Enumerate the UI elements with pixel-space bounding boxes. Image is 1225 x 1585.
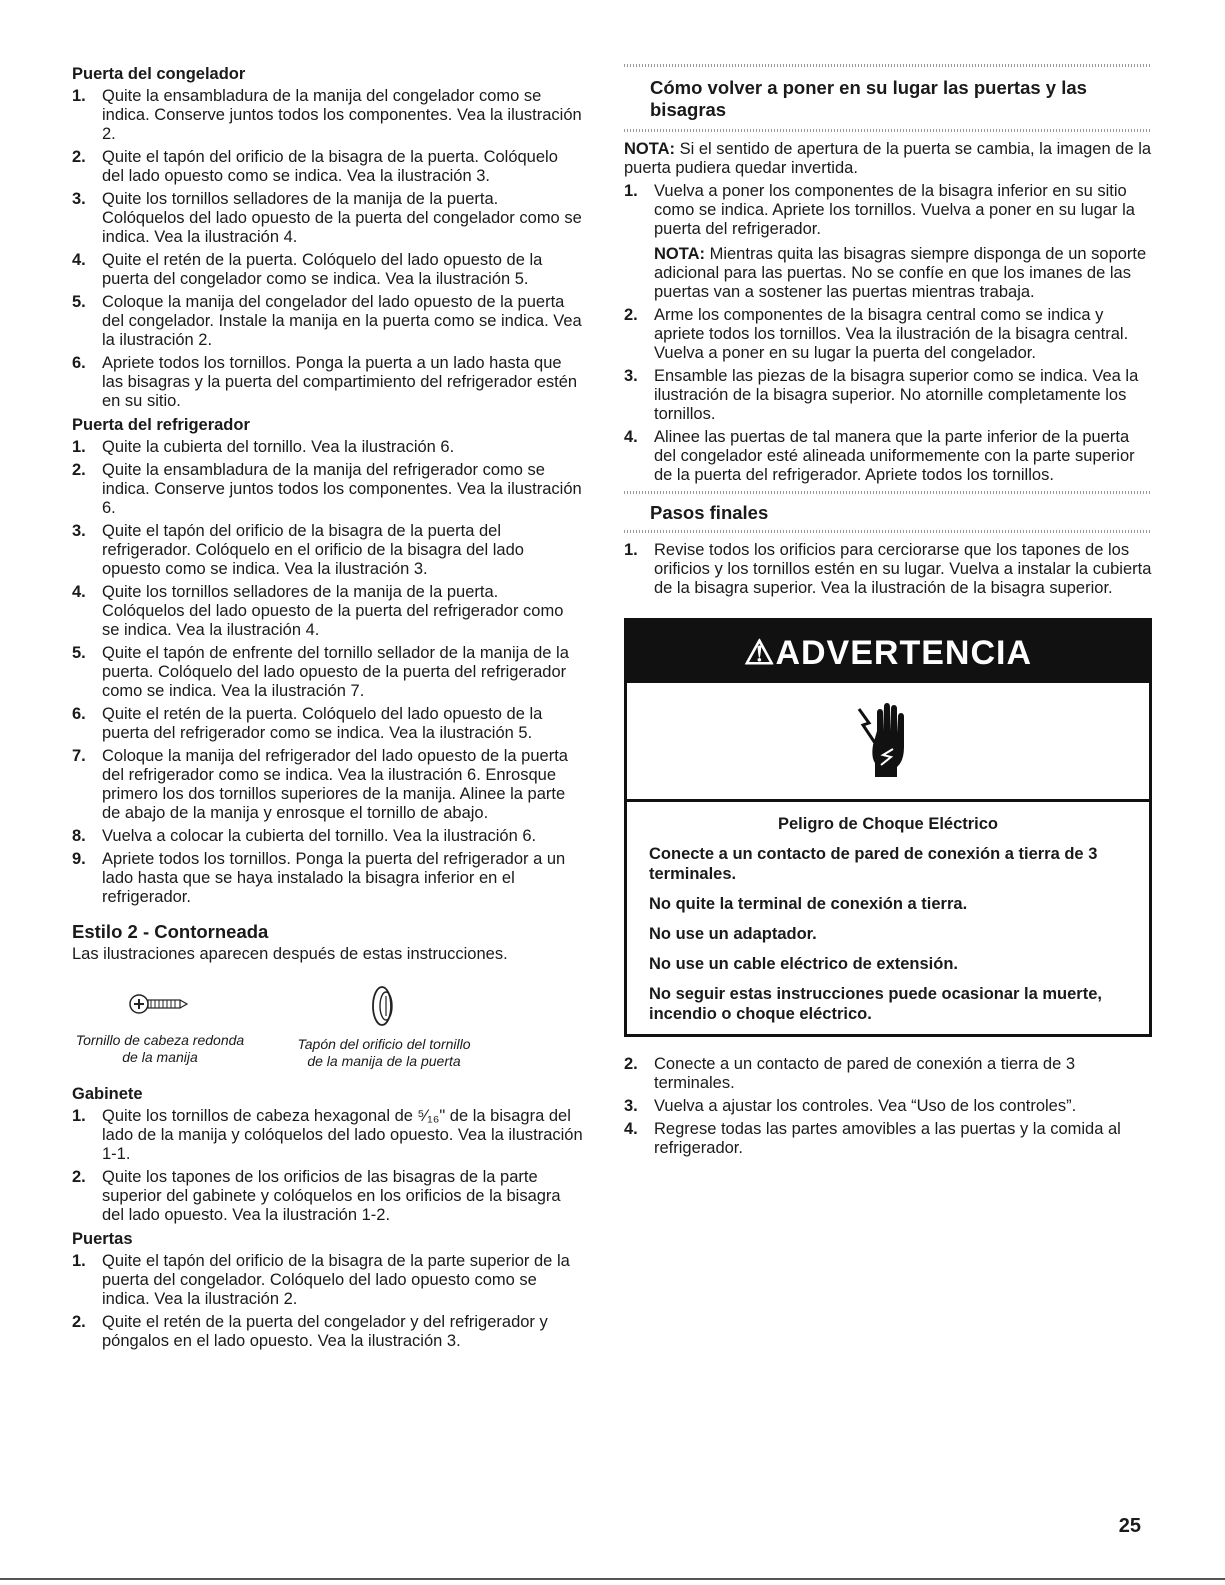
item-number: 3. bbox=[72, 190, 86, 208]
list-item bbox=[72, 1107, 584, 1164]
item-text: Quite el retén de la puerta. Colóquelo del lado opuesto de la puerta del refrigerador como se indica. Vea la ilustración 5. bbox=[102, 705, 543, 742]
final-steps-heading: Pasos finales bbox=[650, 502, 769, 523]
list-item bbox=[72, 747, 584, 823]
left-sections-top bbox=[72, 64, 584, 907]
item-text: Vuelva a poner los componentes de la bisagra inferior en su sitio como se indica. Apriete los tornillos. Vuelva a poner en su lugar la puerta del refrigerador. bbox=[654, 182, 1135, 238]
item-number: 3. bbox=[72, 522, 86, 540]
list-item bbox=[72, 644, 584, 701]
list-item bbox=[72, 1168, 584, 1225]
list-item bbox=[72, 827, 584, 846]
list-item bbox=[72, 461, 584, 518]
subsection-heading: Puerta del refrigerador bbox=[72, 416, 250, 434]
item-number: 2. bbox=[624, 306, 638, 324]
item-text: Revise todos los orificios para cerciorarse que los tapones de los orificios y los tornillos estén en su lugar. Vuelva a instalar la cubierta de la bisagra superior. Vea la ilustración de la bisagra superior. bbox=[654, 541, 1152, 597]
list-item bbox=[72, 87, 584, 144]
item-number: 2. bbox=[72, 1168, 86, 1186]
item-text: Quite los tornillos selladores de la manija de la puerta. Colóquelos del lado opuesto de la puerta del refrigerador como se indica. Vea la ilustración 4. bbox=[102, 583, 564, 639]
note-text: Si el sentido de apertura de la puerta se cambia, la imagen de la puerta pudiera quedar invertida. bbox=[624, 140, 1152, 177]
item-text: Coloque la manija del refrigerador del lado opuesto de la puerta del refrigerador como se indica. Vea la ilustración 6. Enrosque primero los dos tornillos superiores de la manija. Alinee la parte de abajo de la manija y enrosque el tornillo de abajo. bbox=[102, 747, 568, 822]
hinge-steps bbox=[624, 182, 1152, 485]
warning-body bbox=[627, 802, 1149, 1034]
style2-heading: Estilo 2 - Contorneada bbox=[72, 921, 269, 942]
item-number: 4. bbox=[624, 1120, 638, 1138]
list-item bbox=[624, 1097, 1152, 1116]
item-text: Quite el tapón del orificio de la bisagra de la puerta. Colóquelo del lado opuesto como se indica. Vea la ilustración 3. bbox=[102, 148, 558, 185]
item-text: Apriete todos los tornillos. Ponga la puerta del refrigerador a un lado hasta que se haya instalado la bisagra inferior en el refrigerador. bbox=[102, 850, 566, 906]
warning-title: ADVERTENCIA bbox=[775, 634, 1033, 672]
final-steps-rest bbox=[624, 1055, 1152, 1158]
divider bbox=[624, 530, 1152, 533]
item-text: Quite el retén de la puerta del congelador y del refrigerador y póngalos en el lado opuesto. Vea la ilustración 3. bbox=[102, 1313, 548, 1350]
item-number: 1. bbox=[72, 87, 86, 105]
inner-note-text: Mientras quita las bisagras siempre disponga de un soporte adicional para las puertas. No se confíe en que los imanes de las puertas van a sostener las puertas mientras trabaja. bbox=[654, 245, 1147, 301]
list-item bbox=[624, 428, 1152, 485]
list-item bbox=[72, 1313, 584, 1351]
list-item bbox=[624, 1120, 1152, 1158]
item-text: Vuelva a colocar la cubierta del tornillo. Vea la ilustración 6. bbox=[102, 827, 537, 845]
figure-screw-caption: Tornillo de cabeza redonda de la manija bbox=[75, 1032, 245, 1065]
figure-plug bbox=[296, 984, 472, 1070]
list-item bbox=[72, 251, 584, 289]
item-text: Quite la ensambladura de la manija del congelador como se indica. Conserve juntos todos los componentes. Vea la ilustración 2. bbox=[102, 87, 582, 143]
item-text: Apriete todos los tornillos. Ponga la puerta a un lado hasta que las bisagras y la puerta del compartimiento del refrigerador estén en su sitio. bbox=[102, 354, 578, 410]
list-item bbox=[72, 438, 584, 457]
item-number: 2. bbox=[72, 148, 86, 166]
item-text: Quite los tornillos de cabeza hexagonal de ⁵⁄₁₆" de la bisagra del lado de la manija y colóquelos del lado opuesto. Vea la ilustración 1-1. bbox=[102, 1107, 583, 1163]
inner-note bbox=[654, 245, 1152, 302]
step-list bbox=[72, 1252, 584, 1351]
item-number: 4. bbox=[72, 583, 86, 601]
item-number: 2. bbox=[624, 1055, 638, 1073]
note-label: NOTA: bbox=[624, 140, 676, 158]
parts-figures bbox=[72, 984, 584, 1070]
subsection-heading: Gabinete bbox=[72, 1085, 143, 1103]
round-head-screw-icon bbox=[125, 984, 195, 1024]
final-steps-first bbox=[624, 541, 1152, 598]
list-item bbox=[72, 293, 584, 350]
warning-line: Conecte a un contacto de pared de conexión a tierra de 3 terminales. bbox=[649, 845, 1098, 883]
list-item bbox=[72, 190, 584, 247]
list-item bbox=[72, 583, 584, 640]
left-sections-bottom bbox=[72, 1084, 584, 1351]
item-number: 3. bbox=[624, 367, 638, 385]
warning-header bbox=[627, 621, 1149, 683]
subsection-heading: Puerta del congelador bbox=[72, 65, 246, 83]
item-number: 6. bbox=[72, 354, 86, 372]
item-text: Quite el tapón del orificio de la bisagra de la puerta del refrigerador. Colóquelo en el orificio de la bisagra del lado opuesto como se indica. Vea la ilustración 3. bbox=[102, 522, 524, 578]
item-number: 8. bbox=[72, 827, 86, 845]
right-column bbox=[624, 64, 1152, 1162]
warning-line: No use un adaptador. bbox=[649, 925, 817, 943]
item-text: Quite el tapón de enfrente del tornillo sellador de la manija de la puerta. Colóquelo del lado opuesto de la puerta del refrigerador como se indica. Vea la ilustración 7. bbox=[102, 644, 569, 700]
item-text: Ensamble las piezas de la bisagra superior como se indica. Vea la ilustración de la bisagra superior. No atornille completamente los tornillos. bbox=[654, 367, 1139, 423]
item-number: 4. bbox=[624, 428, 638, 446]
step-list bbox=[72, 438, 584, 907]
item-text: Vuelva a ajustar los controles. Vea “Uso de los controles”. bbox=[654, 1097, 1077, 1115]
divider bbox=[624, 129, 1152, 132]
left-column bbox=[72, 64, 584, 1355]
item-number: 2. bbox=[72, 461, 86, 479]
item-number: 3. bbox=[624, 1097, 638, 1115]
item-number: 6. bbox=[72, 705, 86, 723]
warning-line: No seguir estas instrucciones puede ocasionar la muerte, incendio o choque eléctrico. bbox=[649, 985, 1102, 1023]
item-number: 7. bbox=[72, 747, 86, 765]
item-number: 1. bbox=[72, 1252, 86, 1270]
warning-caption: Peligro de Choque Eléctrico bbox=[777, 815, 999, 833]
warning-box bbox=[624, 618, 1152, 1037]
bottom-rule bbox=[0, 1578, 1225, 1580]
item-text: Alinee las puertas de tal manera que la parte inferior de la puerta del congelador esté alineada uniformemente con la parte superior de la puerta del refrigerador. Apriete todos los tornillos. bbox=[654, 428, 1135, 484]
list-item bbox=[624, 306, 1152, 363]
warning-icon-area bbox=[627, 683, 1149, 802]
list-item bbox=[72, 705, 584, 743]
step-list bbox=[72, 1107, 584, 1225]
item-number: 9. bbox=[72, 850, 86, 868]
subsection-heading: Puertas bbox=[72, 1230, 133, 1248]
note-paragraph bbox=[624, 140, 1152, 178]
item-text: Conecte a un contacto de pared de conexión a tierra de 3 terminales. bbox=[654, 1055, 1076, 1092]
style2-intro: Las ilustraciones aparecen después de estas instrucciones. bbox=[72, 945, 508, 963]
warning-triangle-icon: ⚠ bbox=[743, 634, 776, 672]
item-number: 1. bbox=[72, 438, 86, 456]
item-number: 2. bbox=[72, 1313, 86, 1331]
item-text: Quite los tapones de los orificios de las bisagras de la parte superior del gabinete y colóquelos en los orificios de la bisagra del lado opuesto. Vea la ilustración 1-2. bbox=[102, 1168, 561, 1224]
list-item bbox=[72, 850, 584, 907]
item-text: Quite la ensambladura de la manija del refrigerador como se indica. Conserve juntos todos los componentes. Vea la ilustración 6. bbox=[102, 461, 582, 517]
list-item bbox=[72, 354, 584, 411]
item-text: Quite la cubierta del tornillo. Vea la ilustración 6. bbox=[102, 438, 455, 456]
item-text: Quite los tornillos selladores de la manija de la puerta. Colóquelos del lado opuesto de la puerta del congelador como se indica. Vea la ilustración 4. bbox=[102, 190, 582, 246]
item-text: Regrese todas las partes amovibles a las puertas y la comida al refrigerador. bbox=[654, 1120, 1121, 1157]
hole-plug-icon bbox=[364, 984, 404, 1028]
list-item bbox=[624, 367, 1152, 424]
figure-plug-caption: Tapón del orificio del tornillo de la manija de la puerta bbox=[297, 1036, 471, 1069]
list-item bbox=[72, 148, 584, 186]
item-number: 1. bbox=[624, 541, 638, 559]
item-text: Quite el retén de la puerta. Colóquelo del lado opuesto de la puerta del congelador como se indica. Vea la ilustración 5. bbox=[102, 251, 543, 288]
step-list bbox=[72, 87, 584, 411]
list-item bbox=[72, 1252, 584, 1309]
list-item bbox=[72, 522, 584, 579]
list-item bbox=[624, 1055, 1152, 1093]
item-number: 4. bbox=[72, 251, 86, 269]
item-number: 1. bbox=[624, 182, 638, 200]
electric-shock-hand-icon bbox=[853, 701, 923, 781]
list-item bbox=[624, 182, 1152, 302]
item-number: 5. bbox=[72, 293, 86, 311]
item-text: Quite el tapón del orificio de la bisagra de la parte superior de la puerta del congelador. Colóquelo del lado opuesto como se indica. Vea la ilustración 2. bbox=[102, 1252, 570, 1308]
figure-screw bbox=[72, 984, 248, 1070]
item-number: 5. bbox=[72, 644, 86, 662]
warning-line: No quite la terminal de conexión a tierra. bbox=[649, 895, 968, 913]
item-text: Arme los componentes de la bisagra central como se indica y apriete todos los tornillos. Vea la ilustración de la bisagra central. Vuelva a poner en su lugar la puerta del congelador. bbox=[654, 306, 1129, 362]
list-item bbox=[624, 541, 1152, 598]
inner-note-label: NOTA: bbox=[654, 245, 706, 263]
item-number: 1. bbox=[72, 1107, 86, 1125]
warning-line: No use un cable eléctrico de extensión. bbox=[649, 955, 959, 973]
item-text: Coloque la manija del congelador del lado opuesto de la puerta del congelador. Instale la manija en la puerta como se indica. Vea la ilustración 2. bbox=[102, 293, 582, 349]
hinges-heading: Cómo volver a poner en su lugar las puertas y las bisagras bbox=[650, 77, 1087, 120]
page-number: 25 bbox=[1118, 1515, 1141, 1537]
